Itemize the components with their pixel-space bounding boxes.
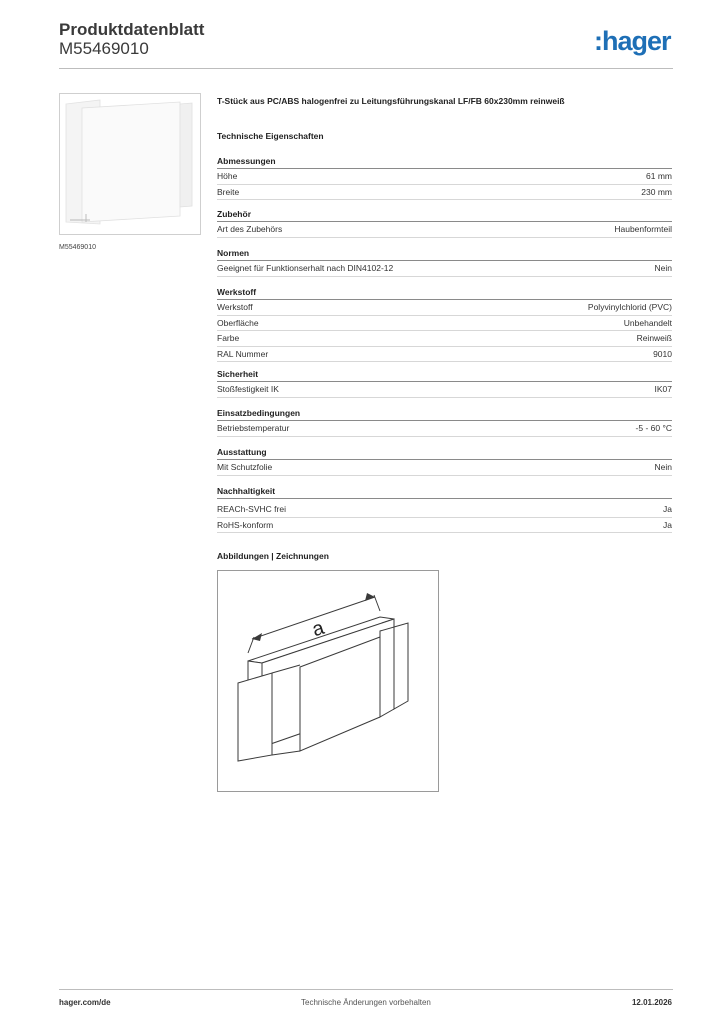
hager-logo	[594, 24, 674, 58]
spec-section-standards	[217, 246, 672, 277]
page-title: Produktdatenblatt	[59, 20, 205, 39]
spec-value: 230 mm	[641, 186, 672, 197]
spec-section-safety	[217, 367, 672, 398]
spec-label: Breite	[217, 186, 240, 197]
spec-row	[217, 347, 672, 363]
spec-value: Polyvinylchlorid (PVC)	[587, 302, 672, 312]
spec-section-equipment	[217, 445, 672, 476]
spec-label: RAL Nummer	[217, 348, 269, 359]
spec-row	[217, 382, 672, 398]
footer-divider	[59, 989, 673, 990]
logo-text: :hager	[594, 26, 671, 56]
spec-label: Art des Zubehörs	[217, 224, 283, 234]
spec-label: Geeignet für Funktionserhalt nach DIN4102-12	[217, 263, 394, 273]
dimension-label: a	[309, 616, 327, 642]
section-title: Werkstoff	[217, 285, 672, 300]
section-title: Nachhaltigkeit	[217, 484, 672, 499]
footer-date: 12.01.2026	[631, 998, 672, 1007]
image-caption: M55469010	[59, 244, 96, 251]
spec-label: Stoßfestigkeit IK	[217, 384, 279, 394]
technical-drawing	[217, 570, 439, 792]
spec-value: -5 - 60 °C	[635, 423, 672, 433]
spec-row	[217, 222, 672, 238]
spec-section-operating-conditions	[217, 406, 672, 437]
spec-value: Ja	[663, 519, 672, 530]
spec-label: RoHS-konform	[217, 519, 274, 530]
spec-row	[217, 460, 672, 476]
spec-row	[217, 518, 672, 534]
section-title: Zubehör	[217, 207, 672, 222]
section-title: Abmessungen	[217, 154, 672, 169]
spec-row	[217, 185, 672, 201]
section-title: Sicherheit	[217, 367, 672, 382]
spec-label: Farbe	[217, 333, 240, 343]
spec-section-sustainability	[217, 484, 672, 533]
spec-value: IK07	[654, 384, 672, 394]
spec-row	[217, 316, 672, 332]
spec-section-dimensions	[217, 154, 672, 200]
spec-row	[217, 502, 672, 518]
spec-row	[217, 421, 672, 437]
footer-website-link[interactable]: hager.com/de	[59, 998, 111, 1007]
drawings-heading: Abbildungen | Zeichnungen	[217, 551, 329, 561]
spec-value: Ja	[663, 504, 672, 514]
spec-value: Nein	[654, 263, 672, 273]
section-title: Ausstattung	[217, 445, 672, 460]
spec-section-accessories	[217, 207, 672, 238]
spec-value: Haubenformteil	[614, 224, 672, 234]
tech-properties-heading: Technische Eigenschaften	[217, 131, 324, 141]
section-title: Einsatzbedingungen	[217, 406, 672, 421]
section-title: Normen	[217, 246, 672, 261]
spec-value: Unbehandelt	[623, 317, 672, 328]
spec-value: Nein	[654, 462, 672, 472]
product-image	[59, 93, 201, 235]
product-description: T-Stück aus PC/ABS halogenfrei zu Leitungsführungskanal LF/FB 60x230mm reinweiß	[217, 96, 565, 106]
spec-value: 61 mm	[646, 171, 672, 181]
spec-row	[217, 169, 672, 185]
spec-value: 9010	[653, 348, 672, 359]
header-divider	[59, 68, 673, 69]
spec-label: Oberfläche	[217, 317, 259, 328]
spec-value: Reinweiß	[636, 333, 672, 343]
spec-label: REACh-SVHC frei	[217, 504, 286, 514]
spec-row	[217, 261, 672, 277]
spec-label: Werkstoff	[217, 302, 253, 312]
spec-label: Betriebstemperatur	[217, 423, 290, 433]
product-number: M55469010	[59, 39, 149, 58]
spec-label: Höhe	[217, 171, 238, 181]
spec-row	[217, 331, 672, 347]
spec-row	[217, 300, 672, 316]
spec-section-material	[217, 285, 672, 362]
footer-disclaimer: Technische Änderungen vorbehalten	[301, 998, 431, 1007]
spec-label: Mit Schutzfolie	[217, 462, 273, 472]
